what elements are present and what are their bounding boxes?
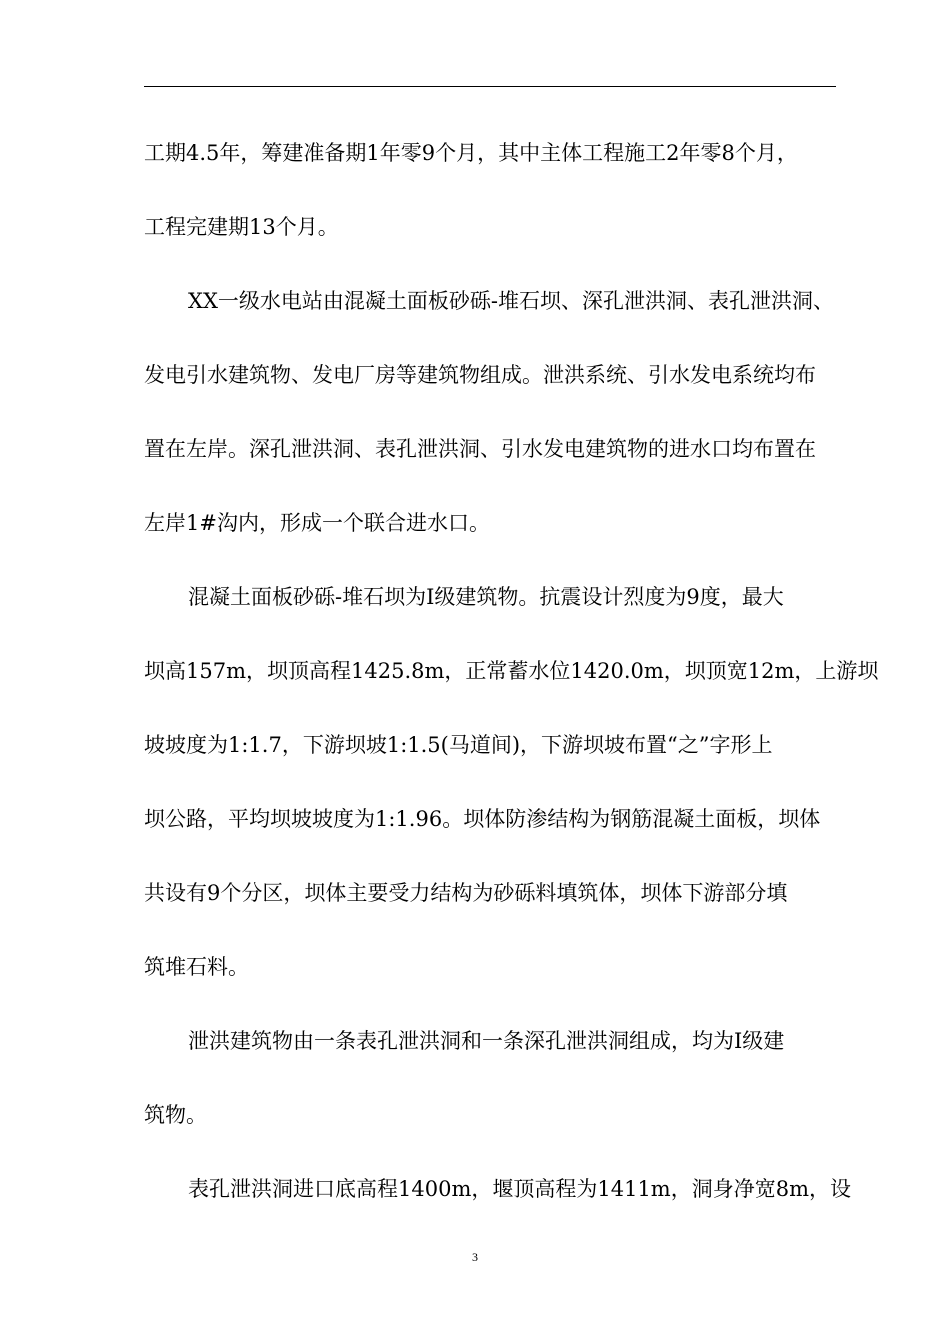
body-line: 泄洪建筑物由一条表孔泄洪洞和一条深孔泄洪洞组成，均为Ⅰ级建 [188, 1029, 785, 1053]
header-rule [144, 86, 836, 87]
body-line: 工程完建期13个月。 [144, 215, 339, 239]
body-line: 筑物。 [144, 1103, 207, 1127]
body-line: 坝公路，平均坝坡坡度为1:1.96。坝体防渗结构为钢筋混凝土面板，坝体 [144, 807, 821, 831]
body-line: 工期4.5年，筹建准备期1年零9个月，其中主体工程施工2年零8个月， [144, 141, 798, 165]
body-line: 坝高157m，坝顶高程1425.8m，正常蓄水位1420.0m，坝顶宽12m，上游坝 [144, 659, 879, 683]
body-line: 置在左岸。深孔泄洪洞、表孔泄洪洞、引水发电建筑物的进水口均布置在 [144, 437, 816, 461]
body-line: 发电引水建筑物、发电厂房等建筑物组成。泄洪系统、引水发电系统均布 [144, 363, 816, 387]
page-number: 3 [472, 1250, 478, 1264]
body-line: 左岸1#沟内，形成一个联合进水口。 [144, 511, 490, 535]
document-body [144, 116, 879, 1226]
body-line: 共设有9个分区，坝体主要受力结构为砂砾料填筑体，坝体下游部分填 [144, 881, 788, 905]
body-line: 坡坡度为1:1.7，下游坝坡1:1.5(马道间)，下游坝坡布置“之”字形上 [144, 733, 773, 757]
body-line: 表孔泄洪洞进口底高程1400m，堰顶高程为1411m，洞身净宽8m，设 [188, 1177, 851, 1201]
body-line: 混凝土面板砂砾-堆石坝为Ⅰ级建筑物。抗震设计烈度为9度，最大 [188, 585, 784, 609]
body-line: 筑堆石料。 [144, 955, 249, 979]
body-line: XX一级水电站由混凝土面板砂砾-堆石坝、深孔泄洪洞、表孔泄洪洞、 [188, 289, 834, 313]
